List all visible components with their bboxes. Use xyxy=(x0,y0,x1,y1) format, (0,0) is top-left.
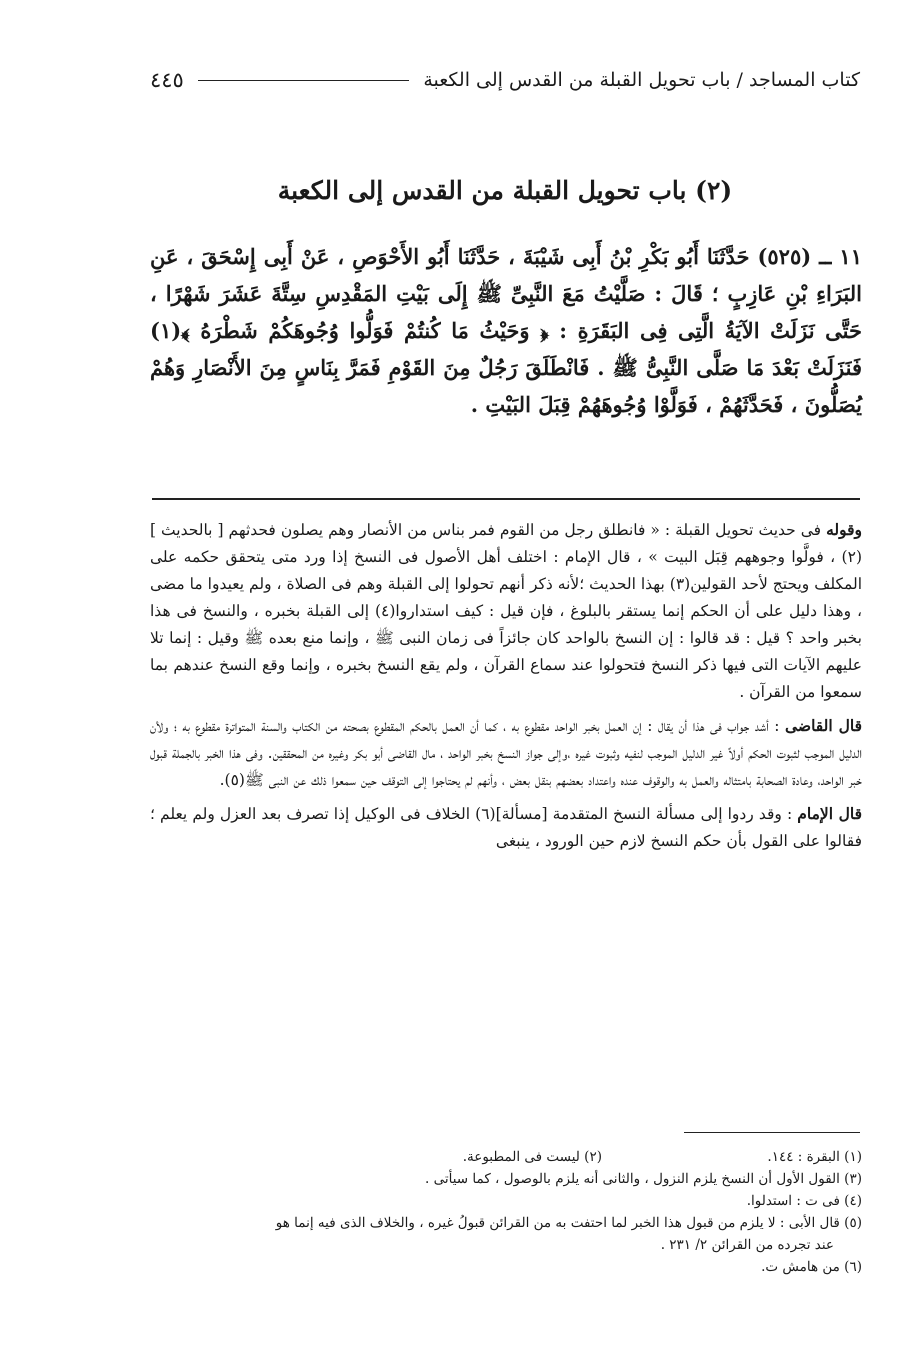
footnote-5: (٥) قال الأبى : لا يلزم من قبول هذا الخبر لما احتفت به من القرائن قبولُ غيره ، والخلاف الذى فيه إنما هو xyxy=(275,1215,862,1231)
chapter-title: (٢) باب تحويل القبلة من القدس إلى الكعبة xyxy=(277,176,733,205)
commentary-paragraph xyxy=(150,800,862,855)
running-title: كتاب المساجد / باب تحويل القبلة من القدس إلى الكعبة xyxy=(423,69,860,91)
footnote-6: (٦) من هامش ت. xyxy=(761,1259,862,1275)
commentary xyxy=(150,516,862,861)
hadith-text: ١١ ــ (٥٢٥) حَدَّثَنَا أَبُو بَكْرِ بْنُ أَبِى شَيْبَةَ ، حَدَّثَنَا أَبُو الأَحْوَصِ ، عَنْ أَبِى إِسْحَقَ ، عَنِ البَرَاءِ بْنِ عَازِبٍ ؛ قَالَ : صَلَّيْتُ مَعَ النَّبِىِّ ﷺ إِلَى بَيْتِ المَقْدِسِ سِتَّةَ عَشَرَ شَهْرًا ، حَتَّى نَزَلَتْ الآيَةُ الَّتِى فِى البَقَرَةِ : ﴿ وَحَيْثُ مَا كُنتُمْ فَوَلُّوا وُجُوهَكُمْ شَطْرَهُ ﴾(١) فَنَزَلَتْ بَعْدَ مَا صَلَّى النَّبِىُّ ﷺ . فَانْطَلَقَ رَجُلٌ مِنَ القَوْمِ فَمَرَّ بِنَاسٍ مِنَ الأَنْصَارِ وَهُمْ يُصَلُّونَ ، فَحَدَّثَهُمْ ، فَوَلَّوْا وُجُوهَهُمْ قِبَلَ البَيْتِ . xyxy=(150,244,862,417)
footnote-1: (١) البقرة : ١٤٤. xyxy=(767,1149,862,1165)
paragraph-text: فى حديث تحويل القبلة : « فانطلق رجل من القوم فمر بناس من الأنصار وهم يصلون فحدثهم [ بالحديث ](٢) ، فولَّوا وجوههم قِبَل البيت » ، قال الإمام : اختلف أهل الأصول فى النسخ إذا ورد متى يتحقق حكمه على المكلف ويحتج لأحد القولين(٣) بهذا الحديث ؛لأنه ذكر أنهم تحولوا إلى القبلة وهم فى الصلاة ، ولم يعيدوا ما مضى ، وهذا دليل على أن الحكم إنما يستقر بالبلوغ ، فإن قيل : كيف استداروا(٤) إلى القبلة بخبره ، والنسخ فى هذا بخبر واحد ؟ قيل : قد قالوا : إن النسخ بالواحد كان جائزاً فى زمان النبى ﷺ ، وإنما منع بعده ﷺ وقيل : إنما تلا عليهم الآيات التى فيها ذكر النسخ فتحولوا عند سماع القرآن ، ولم يقع النسخ بخبره ، وإنما وقع النسخ عندهم بما سمعوا من القرآن . xyxy=(150,521,862,701)
footnote-2: (٢) ليست فى المطبوعة. xyxy=(462,1149,602,1165)
main-divider xyxy=(152,498,860,500)
paragraph-lead: قال القاضى xyxy=(784,716,862,735)
page-number: ٤٤٥ xyxy=(150,68,184,92)
paragraph-text: : وقد ردوا إلى مسألة النسخ المتقدمة [مسألة](٦) الخلاف فى الوكيل إذا تصرف بعد العزل ولم يعلم ؛ فقالوا على القول بأن حكم النسخ لازم حين الورود ، ينبغى xyxy=(150,805,862,850)
footnote-3: (٣) القول الأول أن النسخ يلزم النزول ، والثانى أنه يلزم بالوصول ، كما سيأتى . xyxy=(425,1171,862,1187)
paragraph-text: : أشد جواب فى هذا أن يقال : إن العمل بخبر الواحد مقطوع به ، كما أن العمل بالحكم المقطوع بصحته من الكتاب والسنة المتواترة مقطوع به ؛ ولأن الدليل الموجب لثبوت الحكم أولاً غير الدليل الموجب لنفيه وثبوت غيره ،وإلى جواز النسخ بخبر الواحد ، مال القاضى أبو بكر وغيره من المحققين. وفى هذا الخبر بالجملة قبول خبر الواحد، وعادة الصحابة بامتثاله والعمل به والوقوف عنده واعتداد بعضهم بنقل بعض ، وأنهم لم يحتاجوا إلى التوقف حين سمعوا ذلك عن النبى ﷺ(٥). xyxy=(150,717,862,789)
footnotes xyxy=(150,1146,862,1278)
footnote-4: (٤) فى ت : استدلوا. xyxy=(746,1193,862,1209)
commentary-paragraph xyxy=(150,712,862,794)
paragraph-lead: قال الإمام xyxy=(797,804,862,823)
footnote-5-continued: عند تجرده من القرائن ٢/ ٢٣١ . xyxy=(660,1237,834,1253)
commentary-paragraph xyxy=(150,516,862,706)
footnote-divider xyxy=(684,1132,860,1133)
header-rule xyxy=(198,80,409,81)
footnote-row xyxy=(150,1146,862,1168)
paragraph-lead: وقوله xyxy=(826,520,862,539)
running-header xyxy=(150,62,860,98)
